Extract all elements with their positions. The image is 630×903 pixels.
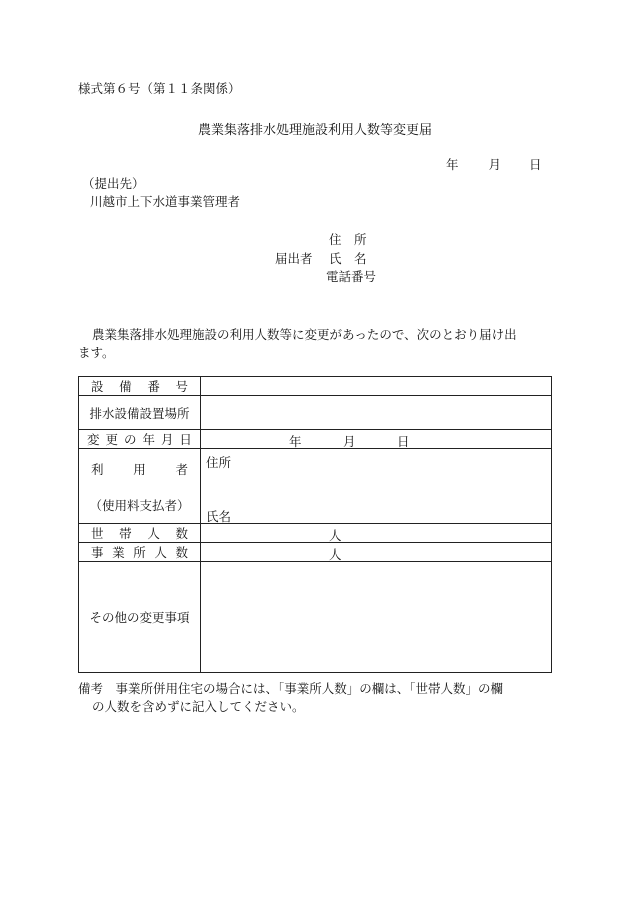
label-char: 数 <box>175 545 188 560</box>
filer-address-label: 住 所 <box>329 232 367 247</box>
notes-line1: 備考 事業所併用住宅の場合には、「事業所人数」の欄は、「世帯人数」の欄 <box>78 681 504 696</box>
change-date-day: 日 <box>397 434 410 449</box>
row-equipment-number <box>79 377 552 396</box>
label-char: 利 <box>91 462 104 477</box>
label-char: の <box>123 432 137 447</box>
date-month: 月 <box>488 157 502 172</box>
household-unit: 人 <box>329 528 342 543</box>
value-change-date[interactable] <box>201 430 552 449</box>
user-name-label: 氏名 <box>206 509 232 524</box>
row-office <box>79 543 552 562</box>
label-char: 更 <box>105 432 118 447</box>
body-text-line1: 農業集落排水処理施設の利用人数等に変更があったので、次のとおり届け出 <box>92 327 517 342</box>
label-char: 設 <box>91 379 104 394</box>
row-drain-location <box>79 396 552 430</box>
label-char: 備 <box>119 379 132 394</box>
value-household[interactable] <box>201 524 552 543</box>
label-user <box>79 449 201 524</box>
notes-line2: の人数を含めずに記入してください。 <box>92 699 305 714</box>
label-char: 人 <box>154 545 167 560</box>
label-char: 帯 <box>119 526 132 541</box>
document-title: 農業集落排水処理施設利用人数等変更届 <box>197 123 432 138</box>
value-equipment-number[interactable] <box>201 377 552 396</box>
label-char: 者 <box>175 462 188 477</box>
label-char: 号 <box>175 379 188 394</box>
destination-name: 川越市上下水道事業管理者 <box>90 194 241 209</box>
row-other-changes <box>79 562 552 673</box>
user-address-label: 住所 <box>206 455 232 470</box>
label-char: 日 <box>179 432 192 447</box>
date-year: 年 <box>446 157 459 172</box>
label-char: 人 <box>147 526 160 541</box>
filer-name-label: 氏 名 <box>329 251 367 266</box>
label-char: 番 <box>147 379 160 394</box>
body-text-line2: ます。 <box>78 345 115 360</box>
label-char: 所 <box>133 545 146 560</box>
label-char: 数 <box>175 526 188 541</box>
filer-phone-label: 電話番号 <box>326 269 377 284</box>
submission-date <box>446 155 542 173</box>
change-date-year: 年 <box>289 434 302 449</box>
label-household <box>79 524 201 543</box>
label-char: 事 <box>91 545 104 560</box>
value-office[interactable] <box>201 543 552 562</box>
date-day: 日 <box>529 157 542 172</box>
change-date-month: 月 <box>343 434 356 449</box>
label-char: 月 <box>160 432 174 447</box>
form-number: 様式第６号（第１１条関係） <box>78 81 241 96</box>
label-char: 変 <box>87 432 100 447</box>
label-other-changes: その他の変更事項 <box>79 562 201 673</box>
label-char: 年 <box>142 432 155 447</box>
label-change-date <box>79 430 201 449</box>
value-user[interactable] <box>201 449 552 524</box>
office-unit: 人 <box>329 547 342 562</box>
filer-prefix: 届出者 <box>275 251 313 266</box>
value-drain-location[interactable] <box>201 396 552 430</box>
label-drain-location: 排水設備設置場所 <box>79 396 201 430</box>
label-char: 用 <box>133 462 146 477</box>
user-sub-label: （使用料支払者） <box>89 498 190 513</box>
value-other-changes[interactable] <box>201 562 552 673</box>
label-char: 業 <box>112 545 125 560</box>
label-equipment-number <box>79 377 201 396</box>
change-form-table <box>78 376 552 673</box>
label-office <box>79 543 201 562</box>
row-household <box>79 524 552 543</box>
label-char: 世 <box>91 526 104 541</box>
row-change-date <box>79 430 552 449</box>
row-user <box>79 449 552 524</box>
destination-label: （提出先） <box>82 176 145 191</box>
